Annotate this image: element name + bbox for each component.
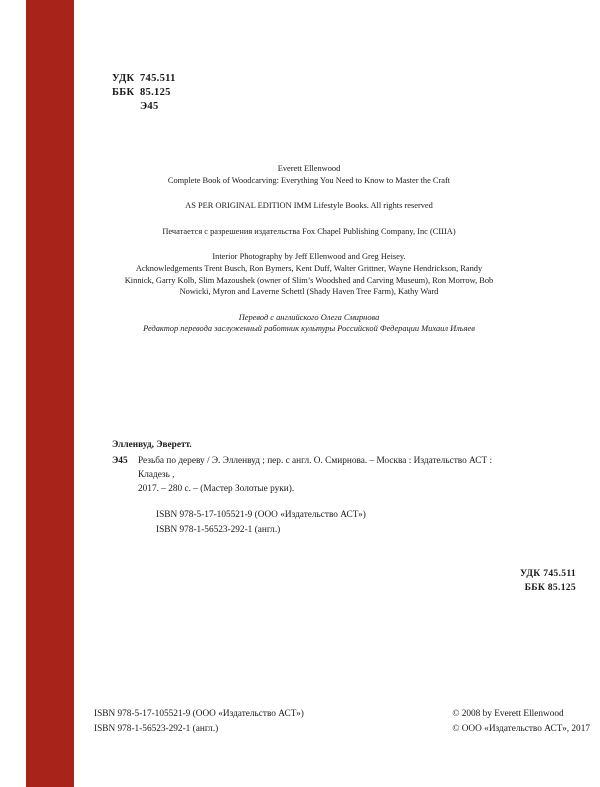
bbk-value: 85.125 <box>140 87 171 98</box>
footer-isbn-block <box>94 707 304 737</box>
udk-value: 745.511 <box>140 73 176 84</box>
udk-label: УДК <box>112 73 135 84</box>
footer-isbn-ru: ISBN 978-5-17-105521-9 (ООО «Издательство АСТ») <box>94 709 304 719</box>
footer-copyright-block <box>452 707 590 737</box>
edition-note: AS PER ORIGINAL EDITION IMM Lifestyle Books. All rights reserved <box>185 201 433 211</box>
catalog-description-line-1: Резьба по дереву / Э. Элленвуд ; пер. с англ. О. Смирнова. – Москва : Издательство АСТ : Кладезь , <box>138 456 493 480</box>
bbk-right: ББК 85.125 <box>524 582 576 593</box>
original-title: Complete Book of Woodcarving: Everything You Need to Know to Master the Craft <box>167 175 451 185</box>
classification-codes <box>112 72 176 114</box>
udk-row <box>112 72 176 86</box>
isbn-en: ISBN 978-1-56523-292-1 (англ.) <box>156 525 281 535</box>
catalog-description <box>112 454 512 496</box>
udk-right: УДК 745.511 <box>520 568 576 579</box>
bbk-label: ББК <box>112 87 135 98</box>
isbn-ru: ISBN 978-5-17-105521-9 (ООО «Издательство АСТ») <box>156 510 366 520</box>
bbk-row <box>112 86 176 100</box>
editor-credit: Редактор перевода заслуженный работник культуры Российской Федерации Михаил Ильяев <box>143 324 475 334</box>
catalog-entry-sigil: Э45 <box>112 456 128 466</box>
permission-note: Печатается с разрешения издательства Fox Chapel Publishing Company, Inc (США) <box>162 226 456 236</box>
catalog-author: Элленвуд, Эверетт. <box>112 440 192 450</box>
catalog-description-line-2: 2017. – 280 с. – (Мастер Золотые руки). <box>138 484 295 494</box>
copyright-russian: © ООО «Издательство АСТ», 2017 <box>452 724 590 734</box>
isbn-block-middle <box>156 508 366 538</box>
acknowledgements-line-3: Nowicki, Myron and Laverne Schettl (Shady Haven Tree Farm), Kathy Ward <box>179 287 439 297</box>
original-author: Everett Ellenwood <box>277 164 341 173</box>
acknowledgements-line-1: Acknowledgements Trent Busch, Ron Bymers, Kent Duff, Walter Grittner, Wayne Hendrickson, Randy <box>135 263 483 273</box>
page-footer <box>94 707 590 737</box>
catalog-entry <box>112 438 512 496</box>
sigil-row <box>112 100 176 114</box>
translator-credit: Перевод с английского Олега Смирнова <box>238 312 380 322</box>
photography-credit: Interior Photography by Jeff Ellenwood and Greg Heisey. <box>212 252 406 262</box>
credits-block <box>74 163 544 335</box>
classification-codes-right <box>520 567 576 595</box>
catalog-sigil: Э45 <box>140 101 159 112</box>
footer-isbn-en: ISBN 978-1-56523-292-1 (англ.) <box>94 724 219 734</box>
acknowledgements-line-2: Kinnick, Garry Kolb, Slim Mazoushek (owner of Slim’s Woodshed and Carving Museum), Ron Morrow, Bob <box>124 275 494 285</box>
copyright-original: © 2008 by Everett Ellenwood <box>452 709 564 719</box>
page-content <box>74 0 600 787</box>
red-spine-band <box>26 0 74 787</box>
